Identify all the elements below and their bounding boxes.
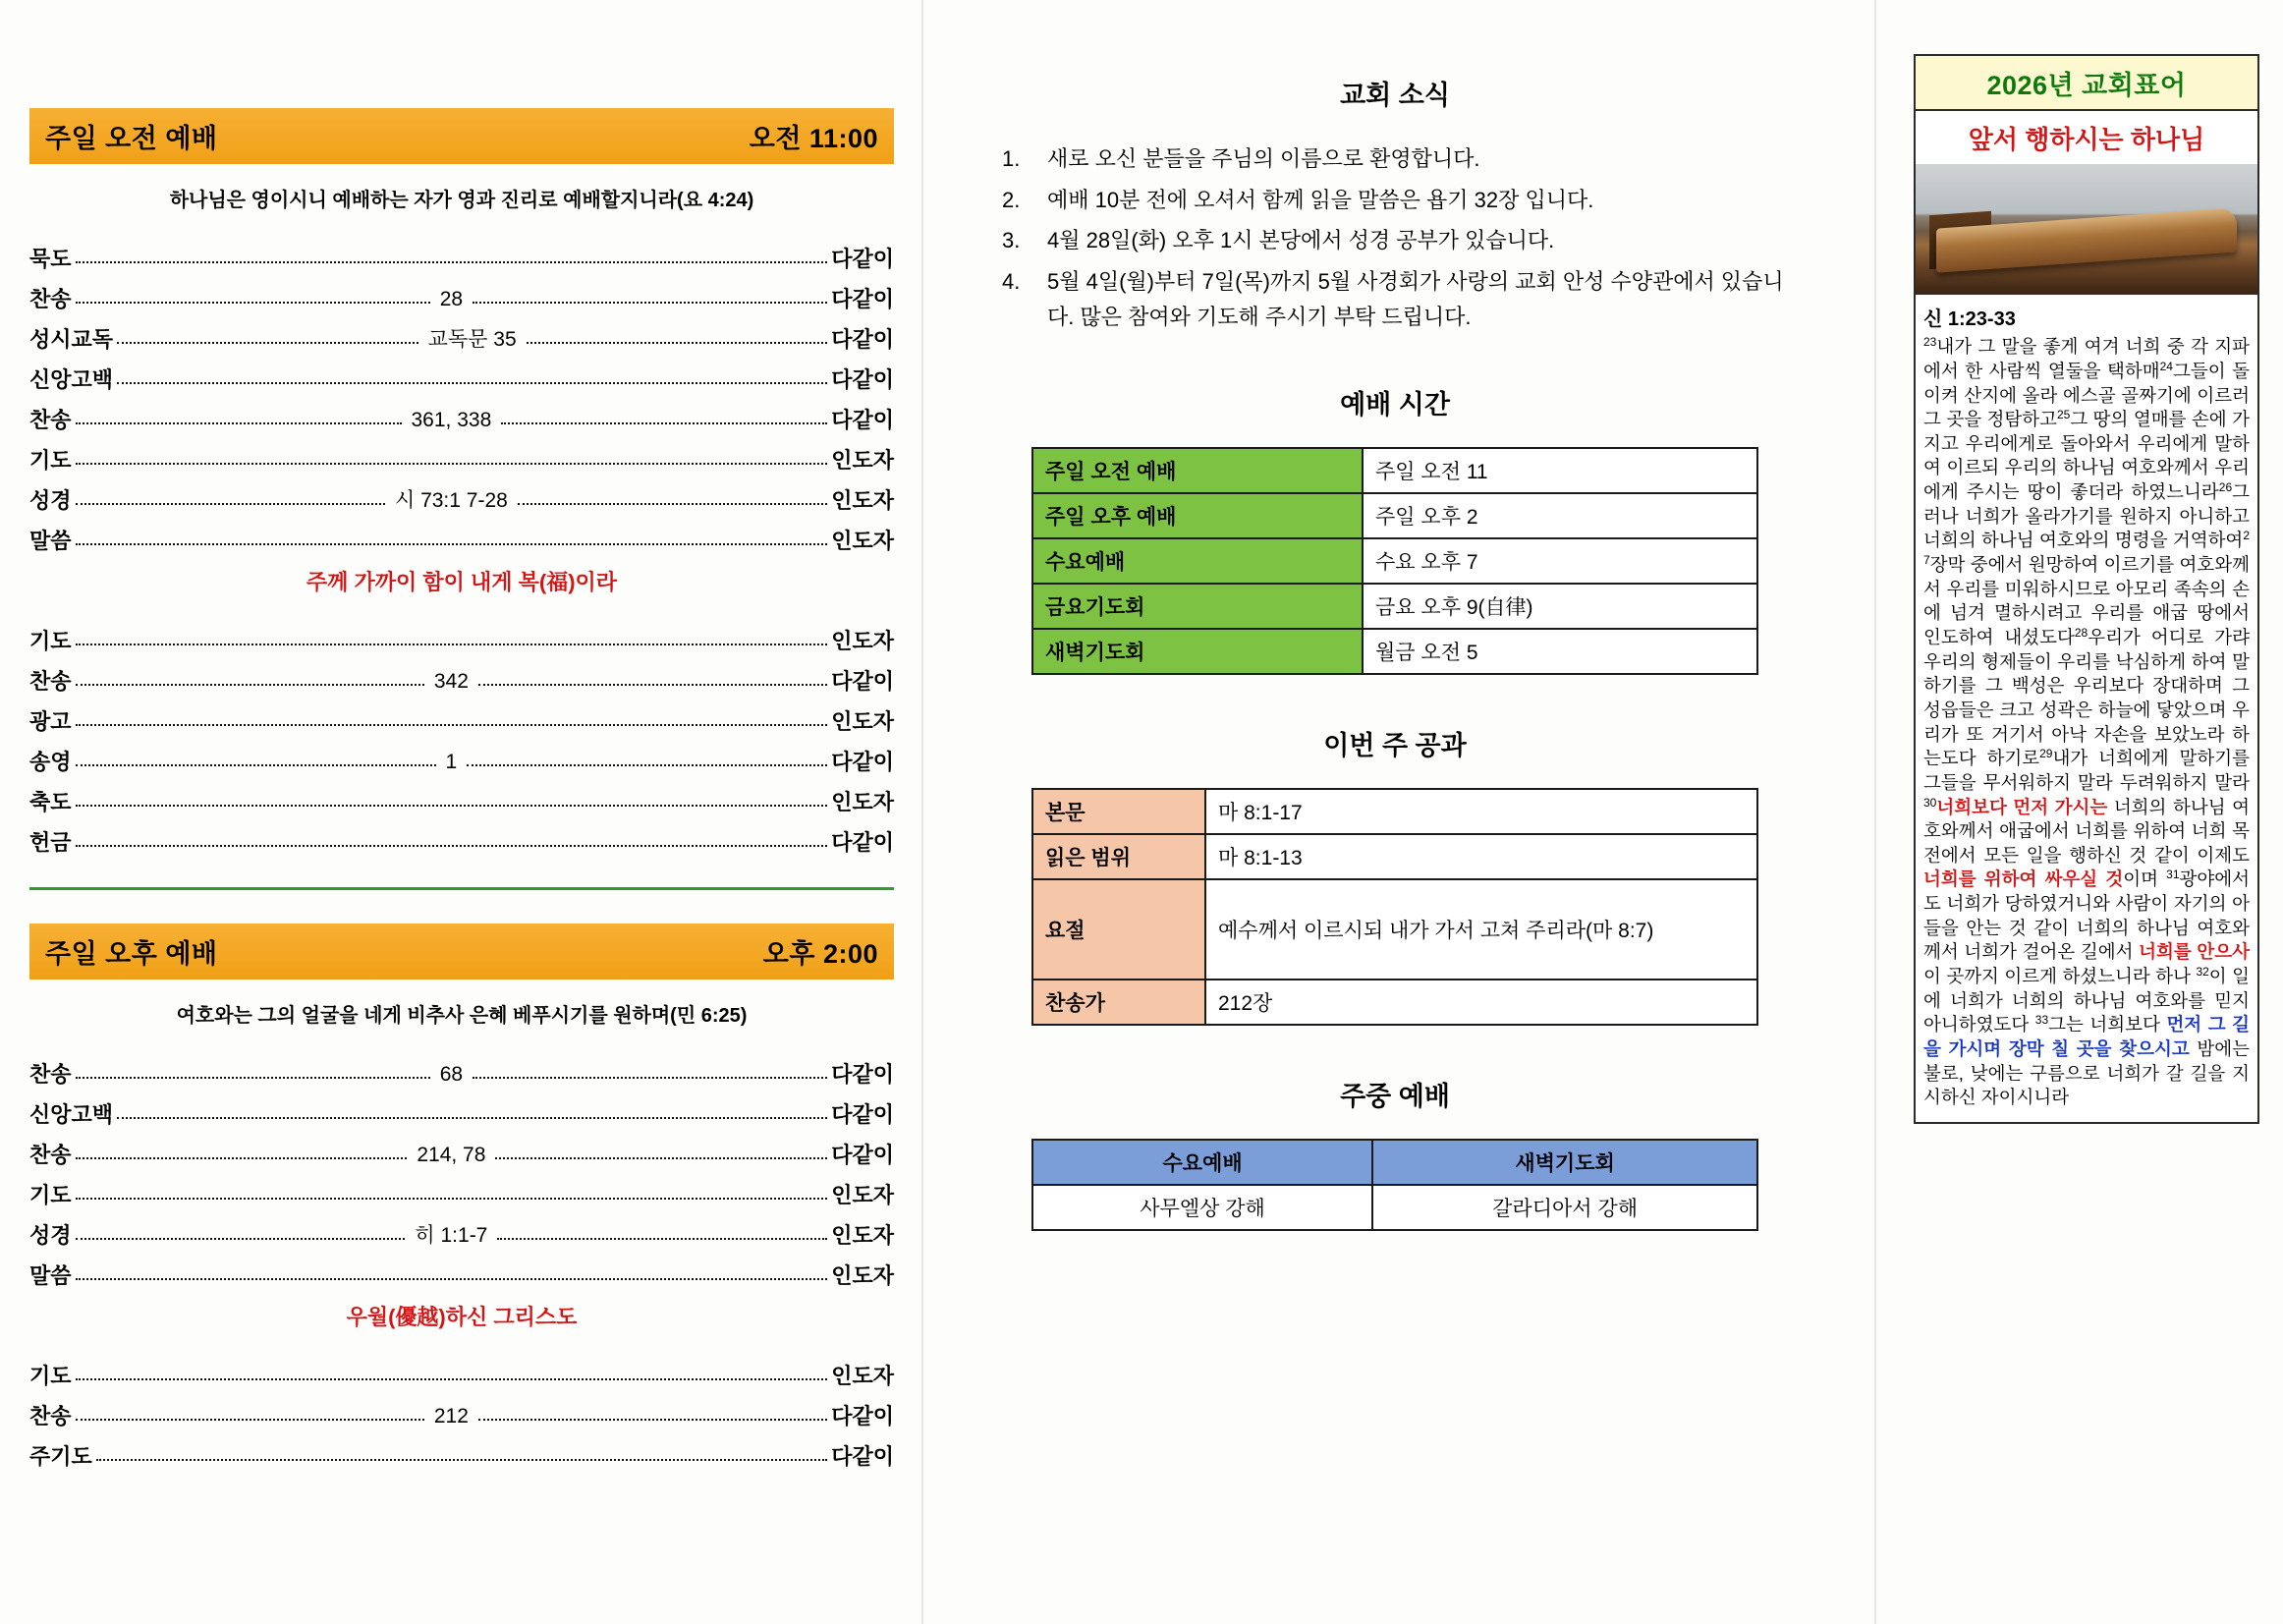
church-news-text: 새로 오신 분들을 주님의 이름으로 환영합니다. [1047, 146, 1480, 171]
morning-order-label: 찬송 [29, 668, 72, 694]
weekly-lesson-value: 212장 [1205, 980, 1757, 1025]
morning-order-participant: 인도자 [831, 487, 895, 513]
afternoon-order-detail: 212 [433, 1404, 469, 1428]
afternoon-order-participant: 인도자 [831, 1363, 894, 1388]
dot-leader [501, 421, 827, 424]
midweek-service-title: 주중 예배 [1340, 1082, 1450, 1112]
worship-time-value: 월금 오전 5 [1363, 629, 1757, 674]
dot-leader [76, 844, 828, 847]
midweek-service-value-cell: 갈라디아서 강해 [1372, 1185, 1757, 1230]
morning-order-detail: 시 73:1 7-28 [394, 488, 508, 512]
midweek-service-header-cell: 새벽기도회 [1372, 1140, 1757, 1185]
afternoon-order-row [29, 1045, 894, 1086]
church-news-number: 2. [1002, 187, 1021, 212]
scripture-highlight: 너희를 안으사 [2139, 941, 2250, 963]
morning-order-row [29, 813, 894, 854]
worship-time-value: 주일 오후 2 [1363, 493, 1757, 538]
morning-order-row [29, 612, 894, 652]
dot-leader [527, 341, 828, 344]
afternoon-order-participant: 다같이 [831, 1443, 894, 1469]
weekly-lesson-label: 찬송가 [1032, 980, 1205, 1025]
dot-leader [76, 260, 828, 263]
dot-leader [76, 804, 828, 807]
dot-leader [76, 1377, 828, 1380]
afternoon-order-label: 찬송 [29, 1061, 72, 1087]
afternoon-order-detail: 214, 78 [417, 1143, 486, 1166]
worship-time-value: 금요 오후 9(自律) [1363, 584, 1757, 629]
weekly-lesson-label: 요절 [1032, 879, 1205, 980]
afternoon-order-participant: 다같이 [831, 1403, 895, 1428]
verse-number: 32 [2196, 965, 2209, 979]
afternoon-order-label: 신앙고백 [29, 1101, 114, 1127]
morning-order-label: 찬송 [29, 286, 72, 311]
morning-order-detail: 1 [445, 750, 458, 773]
verse-number: 30 [1923, 795, 1937, 810]
dot-leader [76, 542, 828, 545]
scripture-span: 우리가 어디로 가랴 우리의 형제들이 우리를 낙심하게 하여 말하기를 그 백성은 우리보다 장대하며 그 성읍들은 크고 성곽은 하늘에 닿았으며 우리가 또 거기서 아낙 자손을 보았노라 하는도다 하기로 [1923, 627, 2251, 769]
worship-time-name: 금요기도회 [1032, 584, 1363, 629]
morning-order-detail: 361, 338 [411, 408, 492, 431]
church-news-item [1002, 264, 1788, 334]
morning-order-row [29, 773, 894, 813]
church-news-number: 1. [1002, 146, 1021, 171]
dot-leader [76, 421, 402, 424]
dot-leader [76, 763, 436, 766]
church-news-title: 교회 소식 [1340, 81, 1450, 110]
morning-order-participant: 다같이 [831, 829, 894, 855]
afternoon-service-time: 오후 2:00 [762, 939, 878, 969]
fold-line-left [921, 0, 923, 1624]
morning-order-participant: 인도자 [831, 447, 894, 473]
morning-order-participant: 인도자 [831, 628, 894, 653]
worship-time-name: 새벽기도회 [1032, 629, 1363, 674]
morning-order-participant: 다같이 [831, 366, 894, 392]
morning-order-label: 성경 [29, 487, 72, 513]
scripture-span: 이 일에 너희가 너희의 하나님 여호와를 믿지 아니하였도다 [1923, 966, 2250, 1036]
afternoon-order-participant: 인도자 [831, 1222, 894, 1248]
verse-number: 28 [2074, 626, 2088, 641]
morning-order-label: 성시교독 [29, 326, 114, 352]
morning-order-row [29, 431, 894, 472]
church-news-number: 3. [1002, 228, 1021, 253]
weekly-lesson-value: 예수께서 이르시되 내가 가서 고쳐 주리라(마 8:7) [1205, 879, 1757, 980]
morning-order-label: 헌금 [29, 829, 72, 855]
bible-photo [1916, 164, 2257, 295]
afternoon-order-label: 찬송 [29, 1142, 72, 1167]
dot-leader [76, 1237, 406, 1240]
worship-time-row [1032, 584, 1757, 629]
morning-order-label: 말씀 [29, 528, 72, 553]
worship-time-title: 예배 시간 [1340, 390, 1450, 420]
verse-number: 31 [2166, 868, 2180, 882]
worship-time-name: 주일 오후 예배 [1032, 493, 1363, 538]
scripture-highlight: 너희를 위하여 싸우실 것 [1923, 868, 2124, 890]
weekly-lesson-label: 읽은 범위 [1032, 834, 1205, 879]
dot-leader [518, 502, 827, 505]
worship-time-value: 주일 오전 11 [1363, 448, 1757, 493]
afternoon-order-label: 주기도 [29, 1443, 92, 1469]
weekly-lesson-row [1032, 879, 1757, 980]
afternoon-order-row [29, 1086, 894, 1126]
afternoon-order-row [29, 1166, 894, 1206]
dot-leader [76, 1418, 424, 1421]
afternoon-order-participant: 다같이 [831, 1101, 894, 1127]
afternoon-order-label: 기도 [29, 1363, 72, 1388]
morning-order-participant: 다같이 [831, 749, 894, 774]
afternoon-order-participant: 인도자 [831, 1262, 894, 1288]
morning-order-participant: 인도자 [831, 528, 894, 553]
afternoon-order-label: 기도 [29, 1182, 72, 1207]
morning-order-participant: 다같이 [831, 668, 895, 694]
verse-number: 25 [2057, 408, 2071, 422]
morning-order-row [29, 512, 894, 552]
year-slogan: 2026년 교회표어 [1916, 56, 2257, 111]
morning-order-label: 축도 [29, 789, 72, 814]
verse-number: 33 [2034, 1013, 2049, 1028]
worship-time-table [1031, 447, 1758, 675]
worship-time-row [1032, 448, 1757, 493]
dot-leader [478, 683, 827, 686]
scripture-span: 그 땅의 열매를 손에 가지고 우리에게로 돌아와서 우리에게 말하여 이르되 우리의 하나님 여호와께서 우리에게 주시는 땅이 좋더라 하였느니라 [1923, 409, 2250, 503]
afternoon-order-label: 말씀 [29, 1262, 72, 1288]
afternoon-order-list-after [29, 1347, 894, 1468]
morning-order-participant: 다같이 [831, 407, 894, 432]
morning-order-row [29, 472, 894, 512]
afternoon-service-header [29, 924, 894, 980]
dot-leader [76, 1277, 828, 1280]
dot-leader [478, 1418, 827, 1421]
morning-order-row [29, 351, 894, 391]
church-news-item [1002, 223, 1788, 258]
worship-time-row [1032, 493, 1757, 538]
main-slogan: 앞서 행하시는 하나님 [1968, 125, 2205, 154]
middle-column [1002, 74, 1788, 1231]
church-news-item [1002, 183, 1788, 218]
dot-leader [76, 1156, 408, 1159]
afternoon-order-participant: 다같이 [831, 1061, 895, 1087]
morning-order-row [29, 310, 894, 351]
afternoon-order-detail: 68 [439, 1062, 464, 1086]
afternoon-service-verse: 여호와는 그의 얼굴을 네게 비추사 은혜 베푸시기를 원하며(민 6:25) [176, 1005, 748, 1027]
afternoon-order-row [29, 1126, 894, 1166]
verse-number: 27 [1923, 529, 2250, 568]
morning-service-title: 주일 오전 예배 [45, 124, 218, 153]
morning-order-participant: 다같이 [831, 286, 895, 311]
dot-leader [117, 1116, 827, 1119]
afternoon-order-row [29, 1428, 894, 1468]
dot-leader [76, 502, 385, 505]
morning-service-verse: 하나님은 영이시니 예배하는 자가 영과 진리로 예배할지니라(요 4:24) [169, 190, 754, 211]
dot-leader [96, 1458, 827, 1461]
weekly-lesson-label: 본문 [1032, 789, 1205, 834]
weekly-lesson-row [1032, 789, 1757, 834]
left-column [29, 108, 894, 1468]
morning-order-row [29, 270, 894, 310]
weekly-lesson-value: 마 8:1-17 [1205, 789, 1757, 834]
morning-order-row [29, 230, 894, 270]
scripture-span: 이며 [2123, 868, 2167, 890]
midweek-service-table [1031, 1139, 1758, 1231]
right-column-slogan-panel [1914, 54, 2259, 1124]
afternoon-order-row [29, 1247, 894, 1287]
midweek-service-header-cell: 수요예배 [1032, 1140, 1372, 1185]
morning-service-time: 오전 11:00 [749, 124, 878, 153]
afternoon-order-participant: 다같이 [831, 1142, 895, 1167]
morning-order-detail: 342 [433, 669, 469, 693]
morning-order-participant: 다같이 [831, 246, 894, 271]
morning-order-label: 기도 [29, 447, 72, 473]
dot-leader [467, 763, 827, 766]
dot-leader [473, 1076, 827, 1079]
dot-leader [76, 462, 828, 465]
morning-order-list-after [29, 612, 894, 854]
afternoon-order-label: 찬송 [29, 1403, 72, 1428]
verse-number: 23 [1923, 335, 1937, 349]
weekly-lesson-table [1031, 788, 1758, 1026]
verse-number: 24 [2159, 359, 2173, 373]
dot-leader [117, 341, 418, 344]
scripture-highlight: 너희보다 먼저 가시는 [1936, 796, 2114, 817]
morning-order-list-before [29, 230, 894, 552]
verse-number: 26 [2218, 480, 2233, 495]
scripture-span: 그는 너희보다 [2048, 1014, 2167, 1036]
afternoon-order-label: 성경 [29, 1222, 72, 1248]
afternoon-order-row [29, 1387, 894, 1428]
dot-leader [497, 1237, 827, 1240]
scripture-text [1916, 335, 2257, 1122]
afternoon-service-title: 주일 오후 예배 [45, 939, 218, 969]
dot-leader [76, 683, 424, 686]
church-news-text: 5월 4일(월)부터 7일(목)까지 5월 사경회가 사랑의 교회 안성 수양관에서 있습니다. 많은 참여와 기도해 주시기 부탁 드립니다. [1047, 268, 1784, 329]
morning-order-label: 묵도 [29, 246, 72, 271]
dot-leader [495, 1156, 827, 1159]
scripture-span: 내가 너희에게 말하기를 그들을 무서워하지 말라 두려워하지 말라 [1923, 748, 2250, 793]
morning-order-row [29, 391, 894, 431]
weekly-lesson-value: 마 8:1-13 [1205, 834, 1757, 879]
scripture-span: 광야에서도 너희가 당하였거니와 사람이 자기의 아들을 안는 것 같이 너희의 하나님 여호와께서 너희가 걸어온 길에서 [1923, 868, 2250, 963]
midweek-service-value-cell: 사무엘상 강해 [1032, 1185, 1372, 1230]
church-news-item [1002, 141, 1788, 177]
verse-number: 29 [2039, 747, 2053, 761]
church-news-text: 4월 28일(화) 오후 1시 본당에서 성경 공부가 있습니다. [1047, 228, 1555, 253]
dot-leader [117, 381, 827, 384]
afternoon-order-list-before [29, 1045, 894, 1287]
fold-line-right [1874, 0, 1876, 1624]
church-news-number: 4. [1002, 268, 1021, 294]
scripture-span: 너희의 하나님 여호와께서 애굽에서 너희를 위하여 너희 목전에서 모든 일을 행하신 것 같이 이제도 [1923, 796, 2250, 866]
dot-leader [76, 1076, 430, 1079]
worship-time-row [1032, 629, 1757, 674]
scripture-highlight: 먼저 그 길을 가시며 장막 칠 곳을 찾으시고 [1923, 1014, 2250, 1060]
morning-order-participant: 인도자 [831, 789, 894, 814]
morning-order-participant: 인도자 [831, 708, 894, 734]
scripture-span: 그들이 돌이켜 산지에 올라 에스골 골짜기에 이르러 그 곳을 정탐하고 [1923, 360, 2251, 430]
scripture-span: 장막 중에서 원망하여 이르기를 여호와께서 우리를 미워하시므로 아모리 족속의 손에 넘겨 멸하시려고 우리를 애굽 땅에서 인도하여 내셨도다 [1923, 554, 2250, 648]
morning-service-header [29, 108, 894, 164]
afternoon-order-row [29, 1347, 894, 1387]
worship-time-name: 수요예배 [1032, 538, 1363, 584]
scripture-span: 이 곳까지 이르게 하셨느니라 하나 [1923, 966, 2197, 987]
dot-leader [76, 1197, 828, 1200]
morning-order-detail: 28 [439, 287, 464, 310]
church-news-list [1002, 141, 1788, 334]
morning-order-row [29, 652, 894, 693]
weekly-lesson-row [1032, 834, 1757, 879]
scripture-reference: 신 1:23-33 [1923, 308, 2016, 330]
worship-time-value: 수요 오후 7 [1363, 538, 1757, 584]
section-divider [29, 887, 894, 890]
weekly-lesson-row [1032, 980, 1757, 1025]
scripture-span: 그러나 너희가 올라가기를 원하지 아니하고 너희의 하나님 여호와의 명령을 거역하여 [1923, 481, 2250, 551]
dot-leader [473, 301, 827, 304]
morning-sermon-theme: 주께 가까이 함이 내게 복(福)이라 [306, 570, 618, 594]
morning-order-label: 광고 [29, 708, 72, 734]
morning-order-detail: 교독문 35 [427, 327, 517, 351]
dot-leader [76, 301, 430, 304]
scripture-span: 내가 그 말을 좋게 여겨 너희 중 각 지파에서 한 사람씩 열둘을 택하매 [1923, 336, 2250, 381]
morning-order-row [29, 693, 894, 733]
worship-time-row [1032, 538, 1757, 584]
church-news-text: 예배 10분 전에 오셔서 함께 읽을 말씀은 욥기 32장 입니다. [1047, 187, 1594, 212]
worship-time-name: 주일 오전 예배 [1032, 448, 1363, 493]
morning-order-label: 신앙고백 [29, 366, 114, 392]
morning-order-row [29, 733, 894, 773]
afternoon-order-detail: 히 1:1-7 [415, 1223, 488, 1247]
morning-order-label: 기도 [29, 628, 72, 653]
morning-order-participant: 다같이 [831, 326, 894, 352]
afternoon-order-row [29, 1206, 894, 1247]
afternoon-sermon-theme: 우월(優越)하신 그리스도 [346, 1305, 578, 1329]
morning-order-label: 송영 [29, 749, 72, 774]
dot-leader [76, 643, 828, 645]
morning-order-label: 찬송 [29, 407, 72, 432]
afternoon-order-participant: 인도자 [831, 1182, 894, 1207]
scripture-span: 밤에는 불로, 낮에는 구름으로 너희가 갈 길을 지시하신 자이시니라 [1923, 1038, 2250, 1108]
dot-leader [76, 723, 828, 726]
weekly-lesson-title: 이번 주 공과 [1323, 731, 1467, 761]
